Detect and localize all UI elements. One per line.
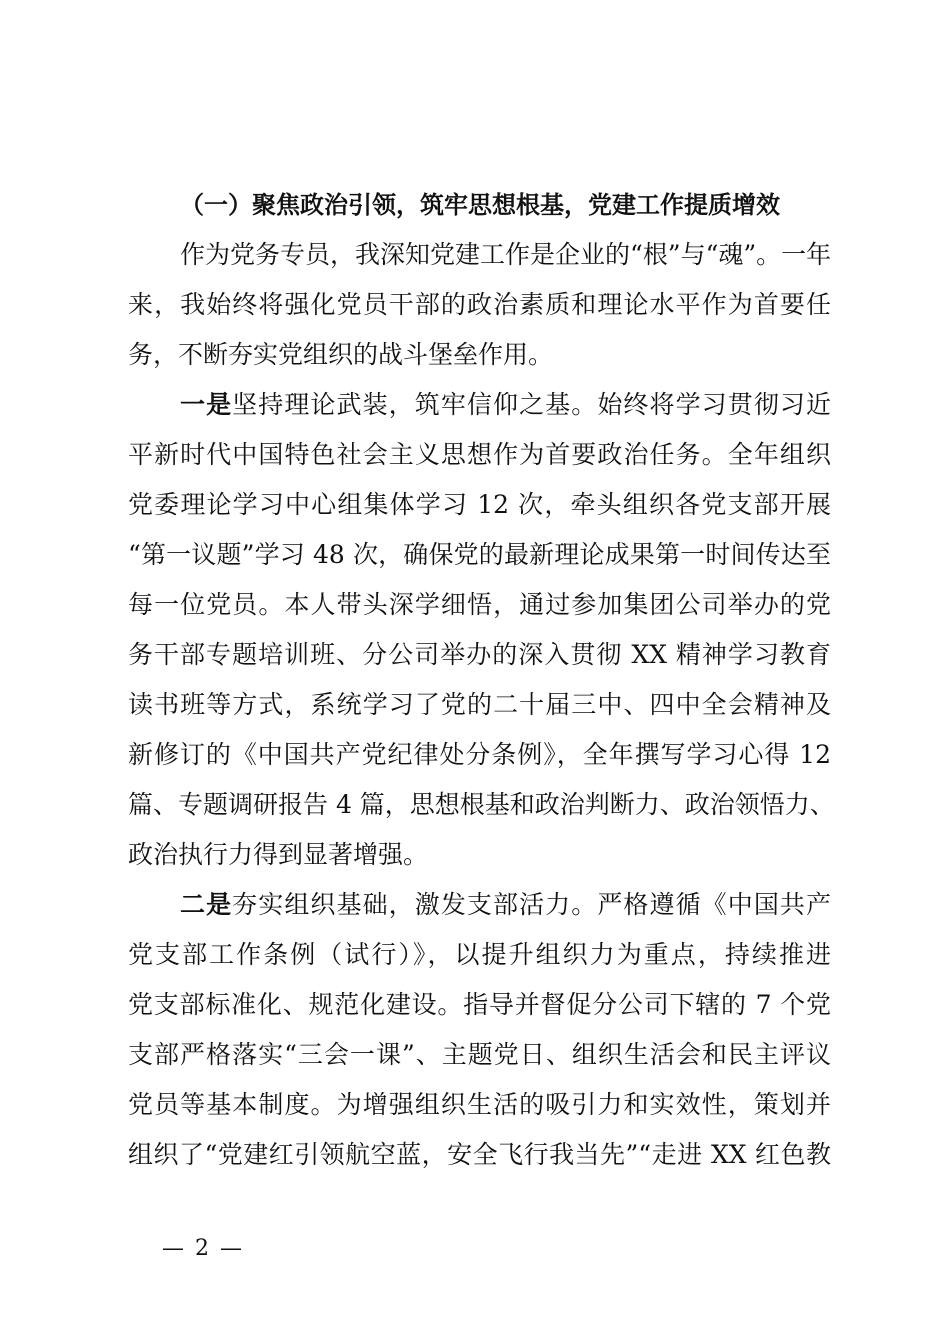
paragraph (128, 880, 831, 1180)
paragraph-lead: 二是 (180, 890, 233, 919)
line-text: 每一位党员。本人带头深学细悟，通过参加集团公司举办的党 (128, 590, 831, 619)
paragraph-lead: 一是 (180, 390, 233, 419)
line-text: 党员等基本制度。为增强组织生活的吸引力和实效性，策划并 (128, 1090, 831, 1119)
line-text: 支部严格落实“三会一课”、主题党日、组织生活会和民主评议 (128, 1040, 831, 1069)
line-text: 坚持理论武装，筑牢信仰之基。始终将学习贯彻习近 (232, 390, 831, 419)
text-line (128, 830, 831, 880)
line-text: 务，不断夯实党组织的战斗堡垒作用。 (128, 340, 554, 369)
text-line (128, 380, 831, 430)
line-text: 组织了“党建红引领航空蓝，安全飞行我当先”“走进 XX 红色教 (128, 1140, 831, 1169)
line-text: 篇、专题调研报告 4 篇，思想根基和政治判断力、政治领悟力、 (128, 790, 835, 819)
text-line (128, 430, 831, 480)
text-line (128, 780, 835, 830)
text-line (128, 280, 831, 330)
line-text: 读书班等方式，系统学习了党的二十届三中、四中全会精神及 (128, 690, 831, 719)
text-line (128, 480, 831, 530)
text-line (128, 730, 831, 780)
text-line (128, 1030, 831, 1080)
line-text: 作为党务专员，我深知党建工作是企业的“根”与“魂”。一年 (180, 240, 832, 269)
text-line (128, 530, 831, 580)
text-line (128, 1080, 831, 1130)
text-line (128, 880, 831, 930)
text-line (128, 1130, 831, 1180)
text-line (128, 230, 831, 280)
line-text: 平新时代中国特色社会主义思想作为首要政治任务。全年组织 (128, 440, 831, 469)
paragraph (128, 230, 831, 380)
line-text: 夯实组织基础，激发支部活力。严格遵循《中国共产 (232, 890, 831, 919)
text-line (128, 980, 831, 1030)
line-text: 政治执行力得到显著增强。 (128, 840, 429, 869)
line-text: 党支部标准化、规范化建设。指导并督促分公司下辖的 7 个党 (128, 990, 831, 1019)
text-line (128, 580, 831, 630)
text-line (128, 680, 831, 730)
section-heading: （一）聚焦政治引领，筑牢思想根基，党建工作提质增效 (180, 191, 780, 219)
line-text: 党委理论学习中心组集体学习 12 次，牵头组织各党支部开展 (128, 490, 831, 519)
text-line (128, 330, 831, 380)
paragraph (128, 380, 835, 880)
line-text: 新修订的《中国共产党纪律处分条例》，全年撰写学习心得 12 (128, 740, 831, 769)
text-line (128, 930, 831, 980)
line-text: “第一议题”学习 48 次，确保党的最新理论成果第一时间传达至 (128, 540, 831, 569)
line-text: 来，我始终将强化党员干部的政治素质和理论水平作为首要任 (128, 290, 831, 319)
page-number: — 2 — (162, 1236, 244, 1261)
document-body (128, 180, 835, 1180)
text-line (128, 630, 831, 680)
line-text: 务干部专题培训班、分公司举办的深入贯彻 XX 精神学习教育 (128, 640, 831, 669)
line-text: 党支部工作条例（试行）》，以提升组织力为重点，持续推进 (128, 940, 831, 969)
